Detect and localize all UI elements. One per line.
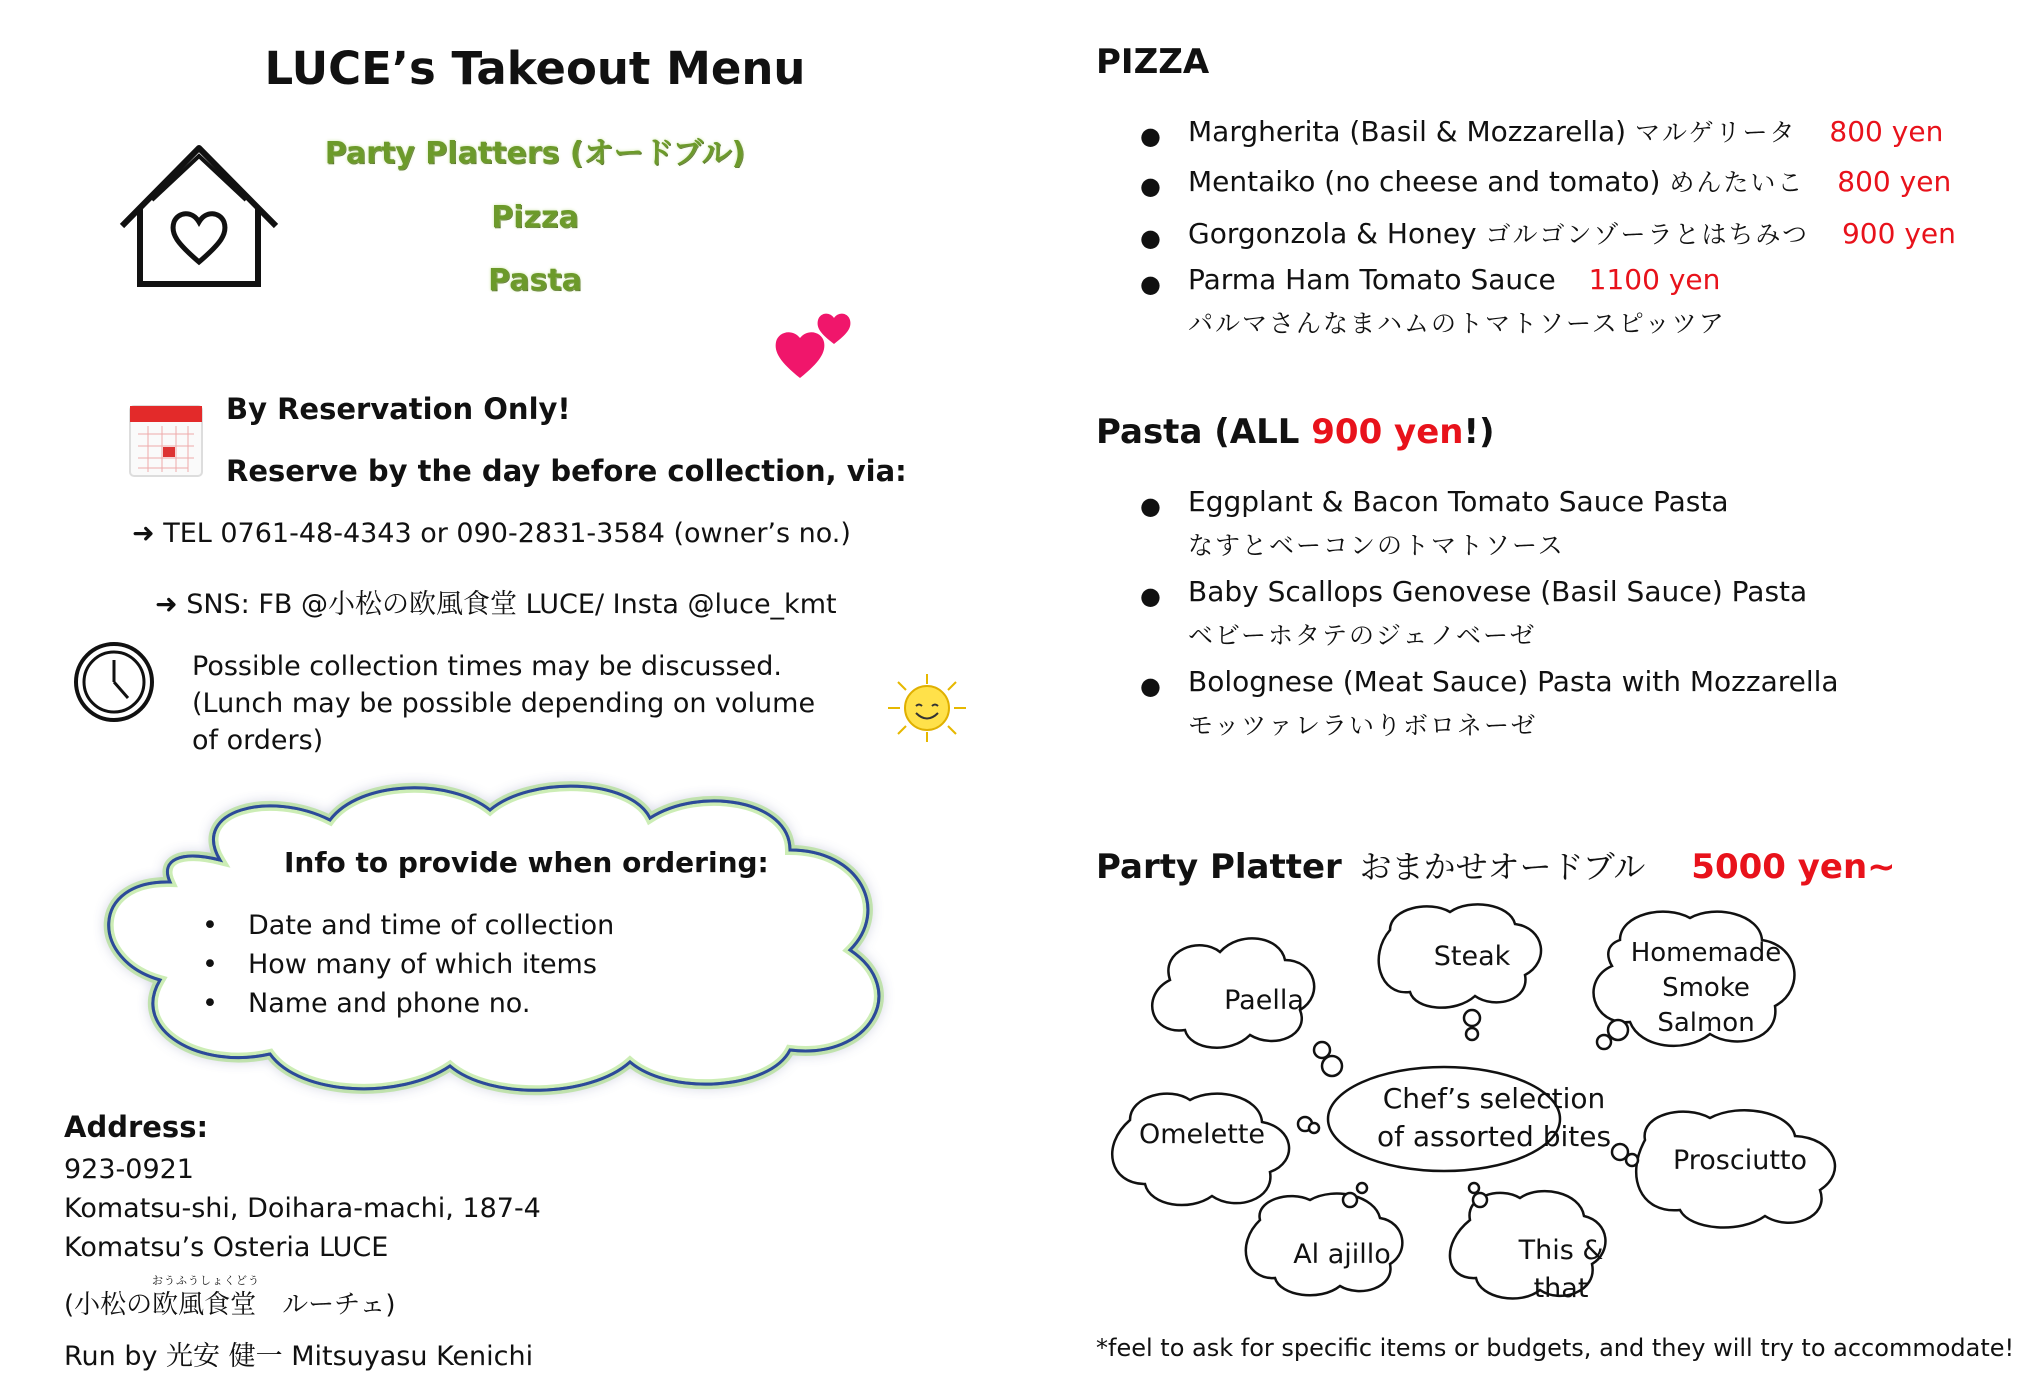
menu-title: LUCE’s Takeout Menu bbox=[264, 42, 806, 95]
reserve-by-note: Reserve by the day before collection, via: bbox=[226, 454, 907, 488]
pizza-item-margherita: Margherita (Basil & Mozzarella) マルゲリータ 800 yen bbox=[1188, 115, 1944, 148]
bullet: ● bbox=[1140, 492, 1161, 520]
info-list bbox=[202, 906, 614, 1023]
pasta-item-bolognese-jp: モッツァレラいりボロネーゼ bbox=[1188, 711, 1538, 740]
collection-line-2: (Lunch may be possible depending on volume bbox=[192, 688, 816, 719]
category-pasta: Pasta bbox=[488, 263, 582, 298]
bubble-paella: Paella bbox=[1224, 985, 1304, 1016]
address-label: Address: bbox=[64, 1110, 209, 1144]
hearts-icon bbox=[774, 306, 854, 382]
house-heart-icon bbox=[118, 142, 280, 290]
sns-line: ➜ SNS: FB @小松の欧風食堂 LUCE/ Insta @luce_kmt bbox=[155, 589, 837, 620]
address-line: Komatsu-shi, Doihara-machi, 187-4 bbox=[64, 1193, 541, 1224]
reservation-only: By Reservation Only! bbox=[226, 392, 571, 426]
telephone-line: ➜ TEL 0761-48-4343 or 090-2831-3584 (owner’s no.) bbox=[132, 518, 851, 549]
pasta-item-bolognese: Bolognese (Meat Sauce) Pasta with Mozzarella bbox=[1188, 665, 1839, 698]
platter-heading: Party Platter おまかせオードブル 5000 yen~ bbox=[1096, 847, 1896, 887]
clock-icon bbox=[72, 640, 156, 724]
furigana: おうふうしょくどう bbox=[152, 1274, 260, 1287]
pasta-item-scallops: Baby Scallops Genovese (Basil Sauce) Pasta bbox=[1188, 575, 1808, 608]
pasta-heading: Pasta (ALL 900 yen!) bbox=[1096, 412, 1495, 452]
pizza-item-parma-ham-jp: パルマさんなまハムのトマトソースピッツア bbox=[1188, 309, 1726, 338]
platter-center-label: Chef’s selection of assorted bites bbox=[1376, 1082, 1612, 1153]
pasta-item-eggplant: Eggplant & Bacon Tomato Sauce Pasta bbox=[1188, 485, 1729, 518]
bullet: ● bbox=[1140, 122, 1161, 150]
address-line: Komatsu’s Osteria LUCE bbox=[64, 1232, 389, 1263]
pizza-heading: PIZZA bbox=[1096, 42, 1210, 82]
run-by-line: Run by 光安 健一 Mitsuyasu Kenichi bbox=[64, 1341, 534, 1372]
bubble-prosciutto: Prosciutto bbox=[1672, 1145, 1808, 1176]
pizza-item-gorgonzola: Gorgonzola & Honey ゴルゴンゾーラとはちみつ 900 yen bbox=[1188, 217, 1956, 250]
bullet: ● bbox=[1140, 672, 1161, 700]
bullet: ● bbox=[1140, 270, 1161, 298]
info-item: • Date and time of collection bbox=[202, 910, 615, 941]
japanese-restaurant-name: (小松の欧風食堂 ルーチェ) bbox=[64, 1290, 396, 1320]
bubble-omelette: Omelette bbox=[1138, 1119, 1266, 1150]
bullet: ● bbox=[1140, 172, 1161, 200]
footnote: *feel to ask for specific items or budgets, and they will try to accommodate! bbox=[1096, 1334, 2015, 1362]
collection-line-1: Possible collection times may be discussed. bbox=[192, 651, 782, 682]
info-title: Info to provide when ordering: bbox=[284, 846, 769, 879]
address-block bbox=[64, 1150, 541, 1267]
info-item: • Name and phone no. bbox=[202, 988, 531, 1019]
address-line: 923-0921 bbox=[64, 1154, 194, 1185]
bubble-steak: Steak bbox=[1433, 941, 1511, 972]
pasta-item-scallops-jp: ベビーホタテのジェノベーゼ bbox=[1188, 621, 1537, 650]
sun-icon bbox=[886, 672, 968, 744]
calendar-icon bbox=[128, 404, 204, 478]
bullet: ● bbox=[1140, 582, 1161, 610]
bullet: ● bbox=[1140, 224, 1161, 252]
category-pizza: Pizza bbox=[491, 200, 579, 235]
category-party-platters: Party Platters (オードブル) bbox=[324, 136, 746, 171]
bubble-this-and-that: This & that bbox=[1518, 1235, 1604, 1304]
pasta-item-eggplant-jp: なすとベーコンのトマトソース bbox=[1188, 531, 1565, 560]
collection-times-note bbox=[192, 648, 815, 759]
bubble-homemade-smoke-salmon: Homemade Smoke Salmon bbox=[1630, 938, 1782, 1038]
pizza-item-parma-ham: Parma Ham Tomato Sauce 1100 yen bbox=[1188, 263, 1721, 296]
pizza-item-mentaiko: Mentaiko (no cheese and tomato) めんたいこ 800 yen bbox=[1188, 165, 1952, 198]
info-item: • How many of which items bbox=[202, 949, 597, 980]
bubble-al-ajillo: Al ajillo bbox=[1293, 1239, 1391, 1270]
collection-line-3: of orders) bbox=[192, 725, 324, 756]
